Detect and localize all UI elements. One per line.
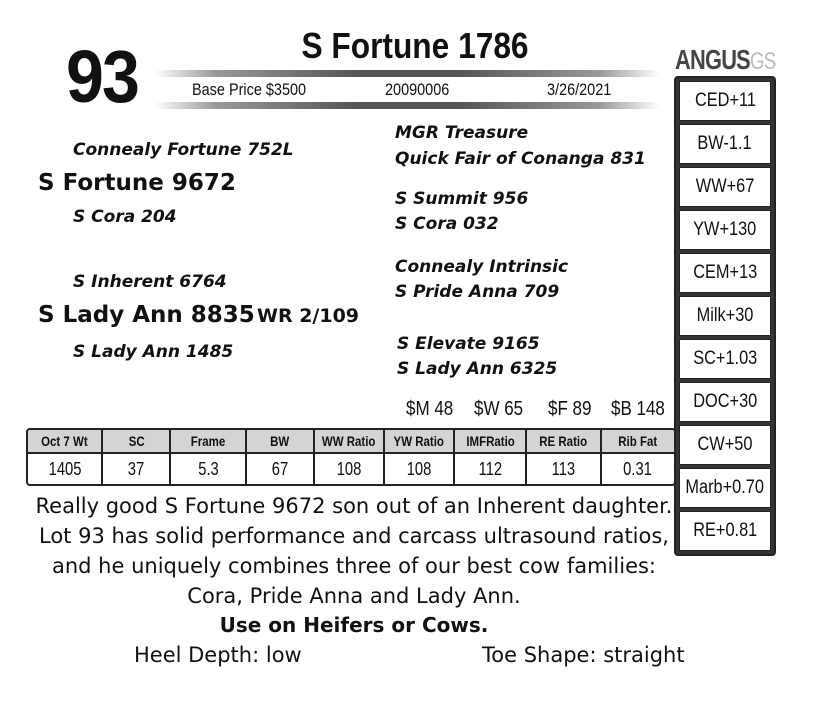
- dam-sire-sire: Connealy Intrinsic: [395, 257, 569, 277]
- angus-logo-suffix: GS: [749, 48, 776, 75]
- dam-sire: S Inherent 6764: [73, 272, 227, 292]
- toe-shape: Toe Shape: straight: [482, 643, 685, 667]
- angus-logo-text: ANGUS: [675, 44, 750, 75]
- dam: S Lady Ann 8835: [38, 302, 255, 328]
- dam-weaning-ratio: WR 2/109: [257, 305, 360, 327]
- table-row: [28, 453, 674, 484]
- sire-sire: Connealy Fortune 752L: [73, 140, 294, 160]
- epd-milk: Milk+30: [679, 296, 771, 336]
- index-w: $W 65: [474, 398, 524, 420]
- registration-number: 20090006: [385, 80, 450, 99]
- column-header: Oct 7 Wt: [28, 430, 102, 453]
- birth-date: 3/26/2021: [547, 80, 612, 99]
- table-cell: 108: [314, 453, 384, 484]
- dollar-indexes: [398, 398, 673, 424]
- heel-depth: Heel Depth: low: [134, 643, 302, 667]
- epd-ced: CED+11: [679, 81, 771, 121]
- table-cell: 1405: [28, 453, 102, 484]
- info-row: [160, 78, 660, 102]
- sire-dam: S Cora 204: [73, 207, 177, 227]
- table-cell: 5.3: [170, 453, 245, 484]
- table-cell: 113: [526, 453, 600, 484]
- column-header: IMFRatio: [454, 430, 526, 453]
- sire-dam-dam: S Cora 032: [395, 214, 499, 234]
- epd-ww: WW+67: [679, 167, 771, 207]
- index-b: $B 148: [611, 398, 665, 420]
- column-header: BW: [246, 430, 314, 453]
- table-cell: 112: [454, 453, 526, 484]
- title-rule-bottom: [155, 102, 660, 109]
- epd-bw: BW-1.1: [679, 124, 771, 164]
- epd-panel: [674, 76, 776, 556]
- dam-sire-dam: S Pride Anna 709: [395, 282, 560, 302]
- epd-cem: CEM+13: [679, 253, 771, 293]
- column-header: WW Ratio: [314, 430, 384, 453]
- epd-marb: Marb+0.70: [679, 468, 771, 508]
- column-header: SC: [102, 430, 170, 453]
- sire: S Fortune 9672: [38, 170, 236, 196]
- base-price: Base Price $3500: [192, 80, 307, 99]
- table-cell: 0.31: [623, 458, 653, 479]
- dam-dam: S Lady Ann 1485: [73, 342, 234, 362]
- epd-doc: DOC+30: [679, 382, 771, 422]
- sire-dam-sire: S Summit 956: [395, 189, 529, 209]
- table-cell: 67: [246, 453, 314, 484]
- epd-cw: CW+50: [679, 425, 771, 465]
- lot-number: 93: [66, 35, 139, 118]
- lot-description: Really good S Fortune 9672 son out of an Inherent daughter. Lot 93 has solid performance and carcass ultrasound ratios, and he uniquely combines three of our best cow families: Cora, Pride Anna and Lady Ann.: [35, 494, 673, 608]
- performance-table: [26, 428, 676, 486]
- title-rule-top: [155, 70, 660, 77]
- table-header-row: [28, 430, 674, 453]
- table-cell: 37: [102, 453, 170, 484]
- table-cell: 108: [384, 453, 454, 484]
- bull-name: S Fortune 1786: [301, 25, 529, 66]
- usage-recommendation: Use on Heifers or Cows.: [219, 613, 489, 637]
- column-header: Rib Fat: [601, 430, 674, 453]
- epd-yw: YW+130: [679, 210, 771, 250]
- column-header: RE Ratio: [526, 430, 600, 453]
- index-m: $M 48: [406, 398, 454, 420]
- sire-sire-sire: MGR Treasure: [395, 123, 529, 143]
- sire-sire-dam: Quick Fair of Conanga 831: [395, 149, 646, 169]
- angus-gs-logo: [675, 44, 775, 76]
- epd-sc: SC+1.03: [679, 339, 771, 379]
- column-header: Frame: [170, 430, 245, 453]
- dam-dam-sire: S Elevate 9165: [397, 334, 540, 354]
- column-header: YW Ratio: [384, 430, 454, 453]
- epd-re: RE+0.81: [679, 511, 771, 551]
- index-f: $F 89: [548, 398, 592, 420]
- dam-dam-dam: S Lady Ann 6325: [397, 359, 558, 379]
